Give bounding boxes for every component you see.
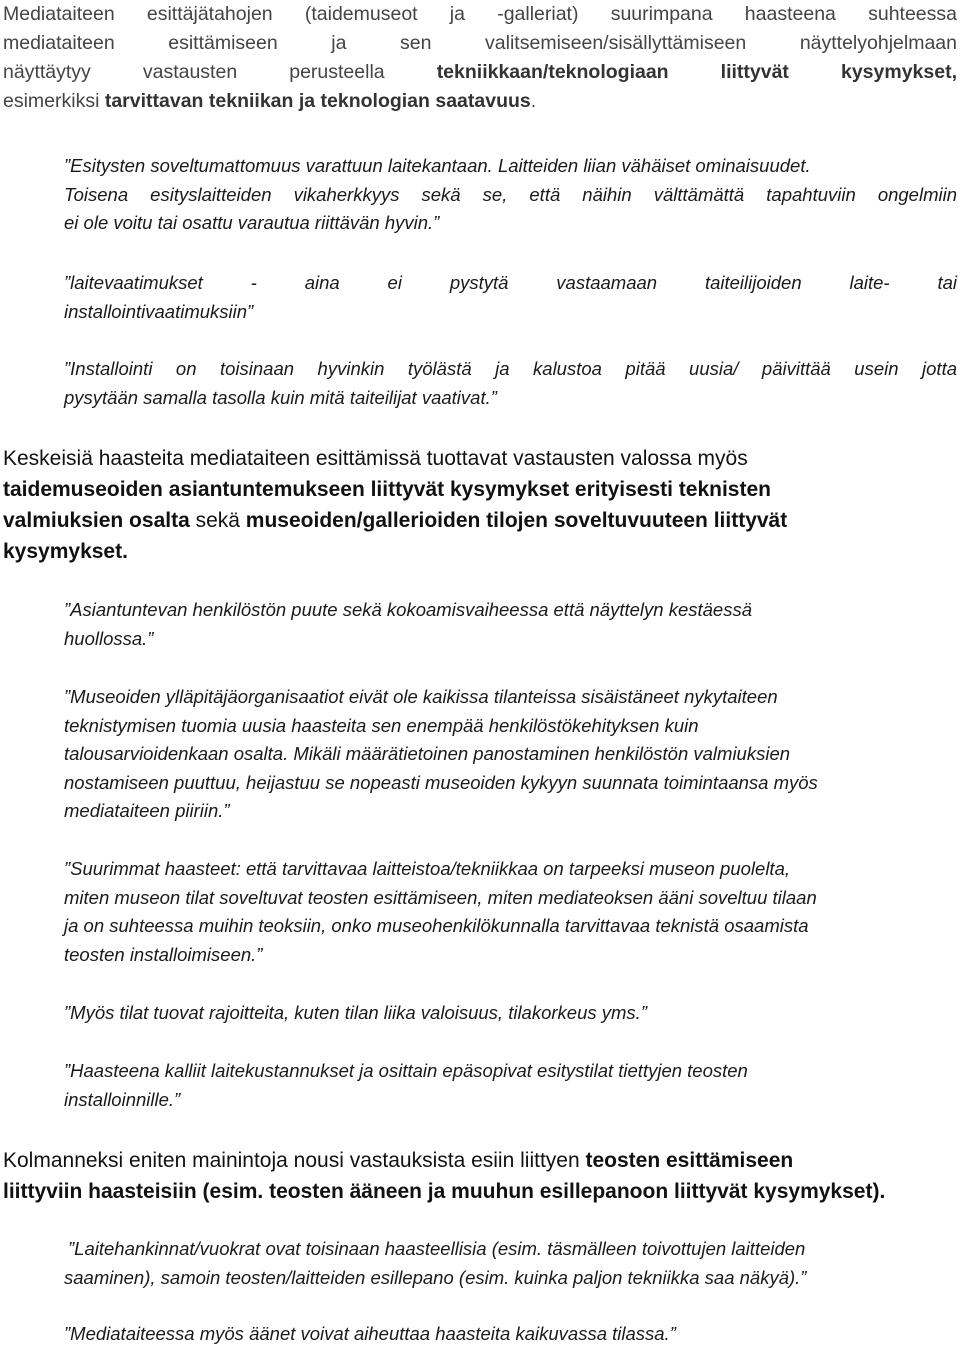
quote-block <box>64 355 957 412</box>
text-line: mediataiteen esittämiseen ja sen valitsemiseen/sisällyttämiseen näyttelyohjelmaan <box>3 32 957 54</box>
emphasis-text: taidemuseoiden asiantuntemukseen liittyvät kysymykset erityisesti teknisten <box>3 478 771 501</box>
intro-paragraph <box>3 0 957 116</box>
text-line: Mediataiteen esittäjätahojen (taidemuseot ja -galleriat) suurimpana haasteena suhteessa <box>3 3 957 25</box>
quote-line: ”Myös tilat tuovat rajoitteita, kuten tilan liika valoisuus, tilakorkeus yms.” <box>64 1002 647 1023</box>
emphasis-text: tarvittavan tekniikan ja teknologian saatavuus <box>104 90 531 112</box>
quote-line: huollossa.” <box>64 627 154 649</box>
text-line: valmiuksien osalta sekä museoiden/gallerioiden tilojen soveltuvuuteen liittyvät <box>3 509 788 532</box>
body-paragraph <box>3 443 957 567</box>
text-line: näyttäytyy vastausten perusteella tekniikkaan/teknologiaan liittyvät kysymykset, <box>3 61 957 83</box>
quote-block <box>64 855 957 969</box>
quote-line: ja on suhteessa muihin teoksiin, onko museohenkilökunnalla tarvittavaa teknistä osaamista <box>64 915 809 936</box>
quote-line: ”Installointi on toisinaan hyvinkin työlästä ja kalustoa pitää uusia/ päivittää usein jotta <box>64 358 957 379</box>
quote-line: talousarvioidenkaan osalta. Mikäli määrätietoinen panostaminen henkilöstön valmiuksien <box>64 743 791 764</box>
quote-block <box>64 683 957 826</box>
quote-line: saaminen), samoin teosten/laitteiden esillepano (esim. kuinka paljon tekniikka saa näkyä).” <box>64 1266 807 1288</box>
text-line: Kolmanneksi eniten mainintoja nousi vastauksista esiin liittyen teosten esittämiseen <box>3 1149 794 1172</box>
body-paragraph <box>3 1145 957 1207</box>
quote-line: ”Asiantuntevan henkilöstön puute sekä kokoamisvaiheessa että näyttelyn kestäessä <box>64 599 752 620</box>
quote-line: pysytään samalla tasolla kuin mitä taiteilijat vaativat.” <box>64 386 497 408</box>
quote-line: ”Esitysten soveltumattomuus varattuun laitekantaan. Laitteiden liian vähäiset ominaisuudet. <box>64 155 811 176</box>
emphasis-text: kysymykset. <box>3 540 128 563</box>
quote-line: installoinnille.” <box>64 1088 181 1110</box>
quote-line: teknistymisen tuomia uusia haasteita sen enempää henkilöstökehityksen kuin <box>64 714 699 736</box>
quote-line: ”Museoiden ylläpitäjäorganisaatiot eivät ole kaikissa tilanteissa sisäistäneet nykytaiteen <box>64 686 778 707</box>
quote-line: ei ole voitu tai osattu varautua riittävän hyvin.” <box>64 212 440 233</box>
quote-line: nostamiseen puuttuu, heijastuu se nopeasti museoiden kykyyn suunnata toimintaansa myös <box>64 771 818 793</box>
quote-block <box>64 1320 957 1349</box>
quote-line: miten museon tilat soveltuvat teosten esittämiseen, miten mediateoksen ääni soveltuu tilaan <box>64 886 817 908</box>
emphasis-text: tekniikkaan/teknologiaan liittyvät kysymykset, <box>436 61 957 83</box>
quote-line: ”Mediataiteessa myös äänet voivat aiheuttaa haasteita kaikuvassa tilassa.” <box>64 1323 676 1344</box>
text-line: esimerkiksi tarvittavan tekniikan ja teknologian saatavuus. <box>3 90 537 112</box>
quote-line: Toisena esityslaitteiden vikaherkkyys sekä se, että näihin välttämättä tapahtuviin ongelmiin <box>64 183 957 205</box>
quote-block <box>64 1057 957 1114</box>
text-line: Keskeisiä haasteita mediataiteen esittämissä tuottavat vastausten valossa myös <box>3 447 748 470</box>
quote-line: ”Haasteena kalliit laitekustannukset ja osittain epäsopivat esitystilat tiettyjen teosten <box>64 1060 748 1081</box>
quote-line: ”Suurimmat haasteet: että tarvittavaa laitteistoa/tekniikkaa on tarpeeksi museon puolelta, <box>64 858 790 879</box>
quote-line: installointivaatimuksiin” <box>64 300 254 322</box>
quote-line: ”Laitehankinnat/vuokrat ovat toisinaan haasteellisia (esim. täsmälleen toivottujen laitteiden <box>68 1238 806 1259</box>
quote-line: teosten installoimiseen.” <box>64 943 263 965</box>
quote-line: ”laitevaatimukset - aina ei pystytä vastaamaan taiteilijoiden laite- tai <box>64 272 957 293</box>
quote-block <box>64 1235 957 1292</box>
quote-block <box>64 596 957 653</box>
quote-block <box>64 999 957 1028</box>
quote-line: mediataiteen piiriin.” <box>64 800 230 821</box>
emphasis-text: liittyviin haasteisiin (esim. teosten ääneen ja muuhun esillepanoon liittyvät kysymykset). <box>3 1180 886 1203</box>
quote-block <box>64 269 957 326</box>
quote-block <box>64 152 957 238</box>
